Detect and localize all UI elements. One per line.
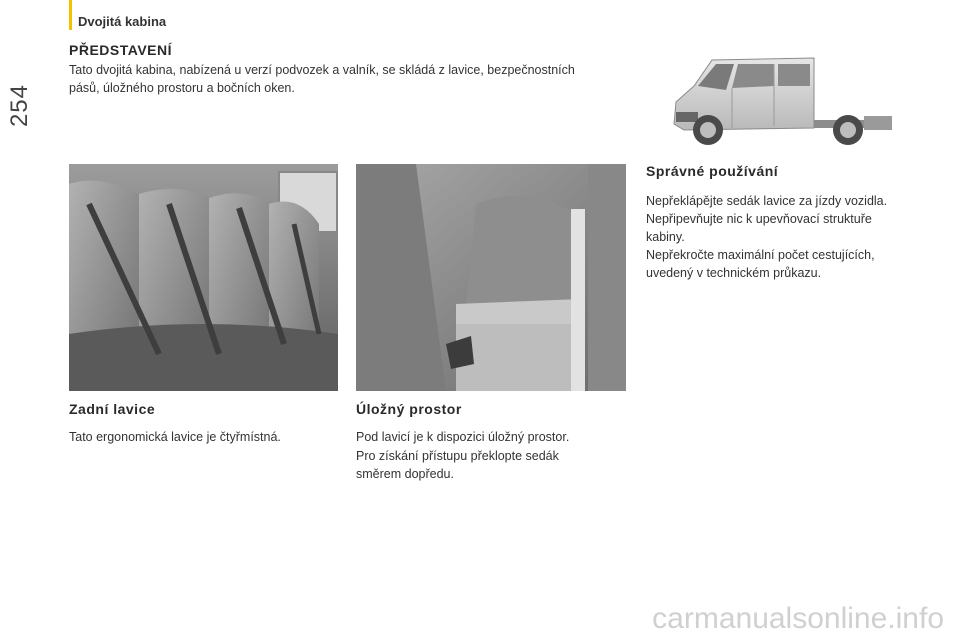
watermark: carmanualsonline.info xyxy=(652,602,944,635)
proper-use-item2-line2: kabiny. xyxy=(646,230,685,244)
page-number-container xyxy=(6,84,36,144)
double-cab-van-illustration xyxy=(664,52,900,152)
intro-title: PŘEDSTAVENÍ xyxy=(69,42,172,58)
storage-photo xyxy=(356,164,626,391)
storage-text2-line2: směrem dopředu. xyxy=(356,467,454,481)
rear-bench-title: Zadní lavice xyxy=(69,401,156,417)
storage-text1: Pod lavicí je k dispozici úložný prostor. xyxy=(356,430,570,444)
rear-bench-text: Tato ergonomická lavice je čtyřmístná. xyxy=(69,430,281,444)
proper-use-item1: Nepřeklápějte sedák lavice za jízdy vozidla. xyxy=(646,194,888,208)
rear-bench-photo xyxy=(69,164,338,391)
proper-use-item2-line1: Nepřipevňujte nic k upevňovací struktuře xyxy=(646,212,872,226)
header-accent-bar xyxy=(69,0,72,30)
proper-use-item3-line2: uvedený v technickém průkazu. xyxy=(646,266,822,280)
storage-title: Úložný prostor xyxy=(356,401,462,417)
proper-use-title: Správné používání xyxy=(646,163,779,179)
intro-text-line1: Tato dvojitá kabina, nabízená u verzí podvozek a valník, se skládá z lavice, bezpečnostních xyxy=(69,63,575,77)
proper-use-item3-line1: Nepřekročte maximální počet cestujících, xyxy=(646,248,875,262)
chapter-title: Dvojitá kabina xyxy=(78,14,167,29)
storage-text2-line1: Pro získání přístupu překlopte sedák xyxy=(356,449,559,463)
page-number: 254 xyxy=(6,84,33,128)
intro-text-line2: pásů, úložného prostoru a bočních oken. xyxy=(69,81,295,95)
